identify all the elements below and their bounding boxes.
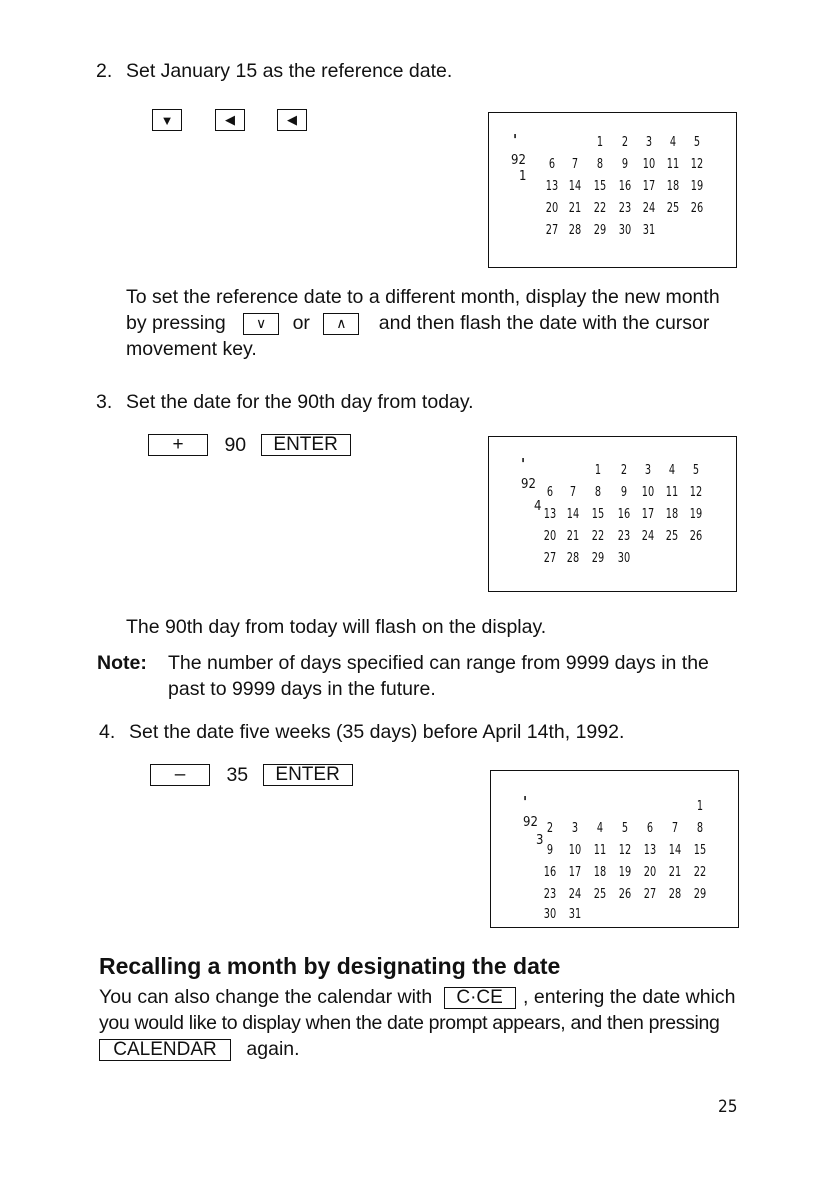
- calendar-day: 27: [543, 551, 557, 566]
- calendar-day: 9: [620, 485, 628, 500]
- calendar-day: 15: [591, 507, 605, 522]
- calendar-day: 18: [666, 179, 680, 194]
- calendar-day: 22: [593, 201, 607, 216]
- triangle-left-icon: ◀: [225, 112, 235, 127]
- calendar-day: 22: [693, 865, 707, 880]
- calendar-day: 18: [593, 865, 607, 880]
- year-indicator: 92: [523, 815, 538, 830]
- calendar-day: 4: [668, 463, 676, 478]
- calendar-day: 3: [644, 463, 652, 478]
- page-number: 25: [718, 1097, 738, 1117]
- key-minus[interactable]: –: [150, 764, 210, 786]
- section-line-2: you would like to display when the date prompt appears, and then pressing: [99, 1012, 720, 1034]
- key-c-ce[interactable]: C·CE: [444, 987, 516, 1009]
- calendar-day: 13: [543, 507, 557, 522]
- calendar-day: 12: [618, 843, 632, 858]
- calendar-day: 16: [617, 507, 631, 522]
- month-indicator: 4: [534, 499, 542, 514]
- calendar-day: 8: [696, 821, 704, 836]
- step-4-instruction: Set the date five weeks (35 days) before April 14th, 1992.: [129, 721, 625, 743]
- year-indicator: 92: [521, 477, 536, 492]
- calendar-day: 5: [693, 135, 701, 150]
- calendar-day: 3: [645, 135, 653, 150]
- reference-note-text: or: [292, 312, 310, 334]
- note-line-2: past to 9999 days in the future.: [168, 678, 436, 700]
- calendar-day: 2: [546, 821, 554, 836]
- section-text: , entering the date which: [523, 986, 736, 1008]
- calendar-day: 13: [643, 843, 657, 858]
- step-3-result: The 90th day from today will flash on the display.: [126, 616, 547, 638]
- calendar-day: 28: [668, 887, 682, 902]
- key-plus[interactable]: +: [148, 434, 208, 456]
- month-indicator: 3: [536, 833, 544, 848]
- key-enter[interactable]: ENTER: [261, 434, 351, 456]
- calendar-day: 11: [666, 157, 680, 172]
- section-line-1: [99, 984, 739, 1010]
- step-2-number: 2.: [96, 60, 113, 82]
- calendar-day: 10: [642, 157, 656, 172]
- calendar-day: 7: [569, 485, 577, 500]
- calendar-day: 16: [543, 865, 557, 880]
- calendar-day: 7: [671, 821, 679, 836]
- calendar-day: 24: [642, 201, 656, 216]
- calendar-day: 19: [618, 865, 632, 880]
- section-text: You can also change the calendar with: [99, 986, 433, 1008]
- section-heading: Recalling a month by designating the date: [99, 953, 561, 979]
- reference-note-line-1: To set the reference date to a different month, display the new month: [126, 286, 720, 308]
- triangle-down-icon: ▼: [160, 112, 174, 128]
- reference-note-text: by pressing: [126, 312, 226, 334]
- year-apostrophe: ': [513, 131, 518, 149]
- calendar-day: 17: [568, 865, 582, 880]
- lcd-display-march: [490, 770, 739, 928]
- note-label: Note:: [97, 652, 147, 674]
- month-indicator: 1: [519, 169, 527, 184]
- calendar-day: 15: [593, 179, 607, 194]
- calendar-day: 30: [618, 223, 632, 238]
- calendar-day: 23: [618, 201, 632, 216]
- key-calendar[interactable]: CALENDAR: [99, 1039, 231, 1061]
- step-3-instruction: Set the date for the 90th day from today.: [126, 391, 474, 413]
- calendar-day: 24: [641, 529, 655, 544]
- calendar-day: 9: [621, 157, 629, 172]
- calendar-day: 30: [543, 907, 557, 922]
- calendar-day: 31: [642, 223, 656, 238]
- calendar-day: 5: [692, 463, 700, 478]
- calendar-day: 20: [643, 865, 657, 880]
- reference-note-line-2: [126, 310, 737, 336]
- calendar-day: 26: [618, 887, 632, 902]
- calendar-day: 16: [618, 179, 632, 194]
- calendar-day: 15: [693, 843, 707, 858]
- calendar-day: 26: [690, 201, 704, 216]
- calendar-day: 4: [596, 821, 604, 836]
- year-indicator: 92: [511, 153, 526, 168]
- calendar-day: 12: [690, 157, 704, 172]
- calendar-day: 24: [568, 887, 582, 902]
- calendar-day: 31: [568, 907, 582, 922]
- key-enter[interactable]: ENTER: [263, 764, 353, 786]
- calendar-day: 5: [621, 821, 629, 836]
- section-line-3: [99, 1036, 300, 1062]
- calendar-day: 17: [641, 507, 655, 522]
- calendar-day: 25: [593, 887, 607, 902]
- step-4-key-sequence: [150, 762, 353, 788]
- calendar-day: 4: [669, 135, 677, 150]
- lcd-display-january: [488, 112, 737, 268]
- calendar-day: 28: [566, 551, 580, 566]
- calendar-day: 11: [665, 485, 679, 500]
- calendar-day: 21: [568, 201, 582, 216]
- calendar-day: 18: [665, 507, 679, 522]
- step-2-instruction: Set January 15 as the reference date.: [126, 60, 453, 82]
- calendar-day: 20: [543, 529, 557, 544]
- step-4-value: 35: [226, 764, 249, 786]
- calendar-day: 21: [668, 865, 682, 880]
- calendar-day: 20: [545, 201, 559, 216]
- calendar-day: 8: [596, 157, 604, 172]
- calendar-day: 6: [546, 485, 554, 500]
- calendar-day: 6: [548, 157, 556, 172]
- calendar-day: 2: [620, 463, 628, 478]
- calendar-day: 7: [571, 157, 579, 172]
- calendar-day: 25: [665, 529, 679, 544]
- triangle-left-icon: ◀: [287, 112, 297, 127]
- calendar-day: 29: [693, 887, 707, 902]
- step-3-number: 3.: [96, 391, 113, 413]
- calendar-day: 17: [642, 179, 656, 194]
- key-up-chevron[interactable]: ∧: [323, 313, 359, 335]
- reference-note-text: and then flash the date with the cursor: [378, 312, 710, 334]
- calendar-day: 19: [690, 179, 704, 194]
- calendar-day: 13: [545, 179, 559, 194]
- calendar-day: 30: [617, 551, 631, 566]
- calendar-day: 14: [568, 179, 582, 194]
- calendar-day: 14: [668, 843, 682, 858]
- calendar-day: 2: [621, 135, 629, 150]
- key-left-triangle[interactable]: [277, 109, 307, 131]
- calendar-day: 29: [591, 551, 605, 566]
- calendar-day: 29: [593, 223, 607, 238]
- calendar-day: 1: [596, 135, 604, 150]
- calendar-day: 3: [571, 821, 579, 836]
- calendar-day: 25: [666, 201, 680, 216]
- calendar-day: 26: [689, 529, 703, 544]
- calendar-day: 10: [568, 843, 582, 858]
- key-left-triangle[interactable]: [215, 109, 245, 131]
- calendar-day: 9: [546, 843, 554, 858]
- year-apostrophe: ': [523, 793, 528, 811]
- reference-note-line-3: movement key.: [126, 338, 257, 360]
- calendar-day: 10: [641, 485, 655, 500]
- calendar-day: 11: [593, 843, 607, 858]
- calendar-day: 8: [594, 485, 602, 500]
- calendar-day: 27: [545, 223, 559, 238]
- calendar-day: 28: [568, 223, 582, 238]
- note-line-1: The number of days specified can range from 9999 days in the: [168, 652, 709, 674]
- calendar-day: 1: [594, 463, 602, 478]
- step-4-number: 4.: [99, 721, 116, 743]
- section-text: again.: [246, 1038, 300, 1060]
- calendar-day: 23: [543, 887, 557, 902]
- step-3-value: 90: [224, 434, 247, 456]
- calendar-day: 6: [646, 821, 654, 836]
- key-down-chevron[interactable]: ∨: [243, 313, 279, 335]
- year-apostrophe: ': [521, 455, 526, 473]
- step-3-key-sequence: [148, 432, 351, 458]
- calendar-day: 1: [696, 799, 704, 814]
- calendar-day: 27: [643, 887, 657, 902]
- calendar-day: 22: [591, 529, 605, 544]
- calendar-day: 19: [689, 507, 703, 522]
- calendar-day: 12: [689, 485, 703, 500]
- calendar-day: 23: [617, 529, 631, 544]
- calendar-day: 14: [566, 507, 580, 522]
- calendar-day: 21: [566, 529, 580, 544]
- key-down-triangle[interactable]: [152, 109, 182, 131]
- lcd-display-april: [488, 436, 737, 592]
